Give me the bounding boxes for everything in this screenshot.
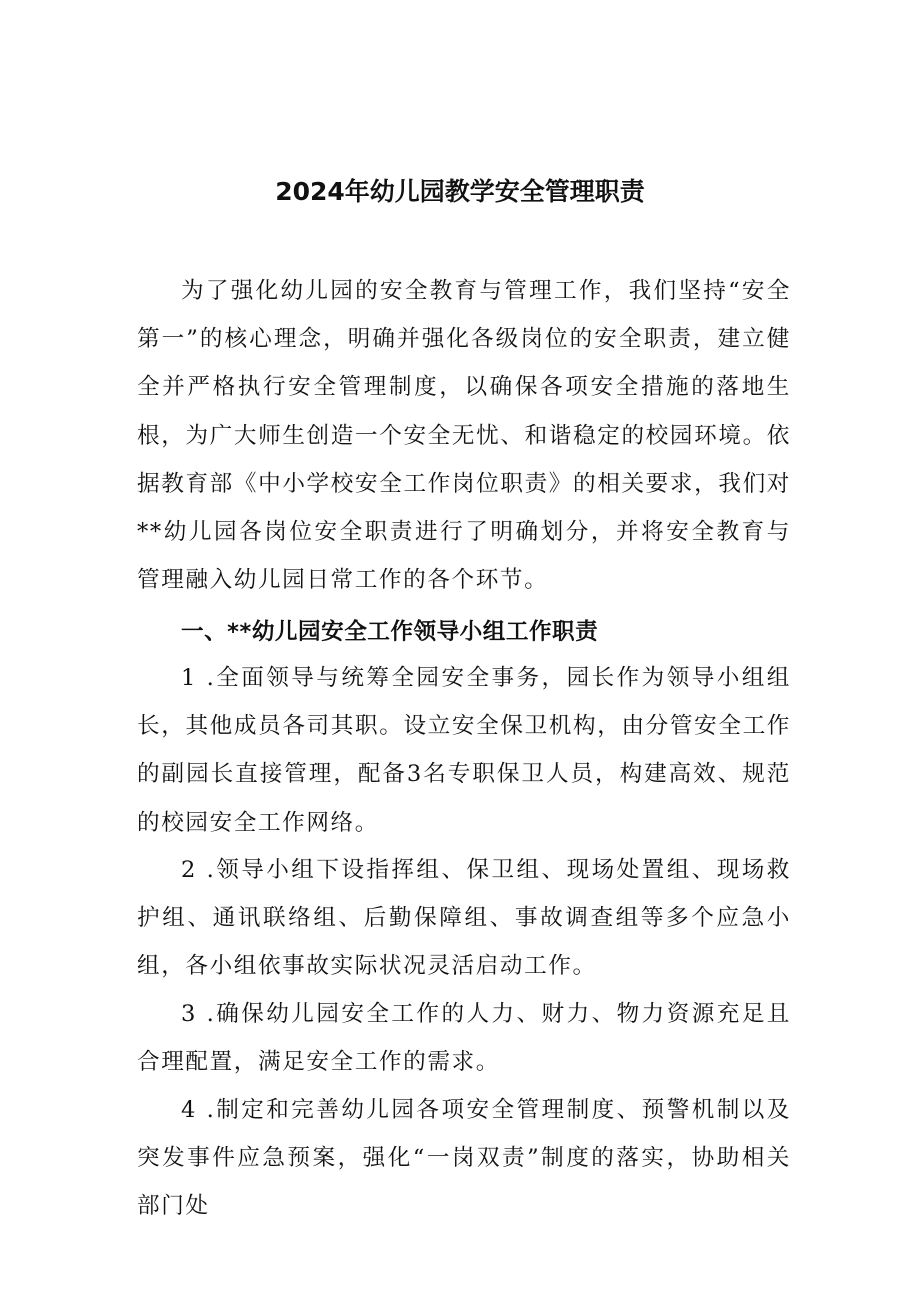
intro-paragraph: 为了强化幼儿园的安全教育与管理工作，我们坚持“安全第一”的核心理念，明确并强化各级岗位的安全职责，建立健全并严格执行安全管理制度，以确保各项安全措施的落地生根，为广大师生创造一个安全无忧、和谐稳定的校园环境。依据教育部《中小学校安全工作岗位职责》的相关要求，我们对**幼儿园各岗位安全职责进行了明确划分，并将安全教育与管理融入幼儿园日常工作的各个环节。 [137,278,791,594]
list-item: 4 .制定和完善幼儿园各项安全管理制度、预警机制以及突发事件应急预案，强化“一岗双责”制度的落实，协助相关部门处 [137,1097,791,1220]
document-title: 2024年幼儿园教学安全管理职责 [275,177,645,206]
list-item: 3 .确保幼儿园安全工作的人力、财力、物力资源充足且合理配置，满足安全工作的需求。 [137,1001,791,1076]
list-item: 2 .领导小组下设指挥组、保卫组、现场处置组、现场救护组、通讯联络组、后勤保障组、事故调查组等多个应急小组，各小组依事故实际状况灵活启动工作。 [137,857,791,980]
section-heading: 一、**幼儿园安全工作领导小组工作职责 [181,619,599,645]
list-item: 1 .全面领导与统筹全园安全事务，园长作为领导小组组长，其他成员各司其职。设立安全保卫机构，由分管安全工作的副园长直接管理，配备3名专职保卫人员，构建高效、规范的校园安全工作网络。 [137,665,791,836]
